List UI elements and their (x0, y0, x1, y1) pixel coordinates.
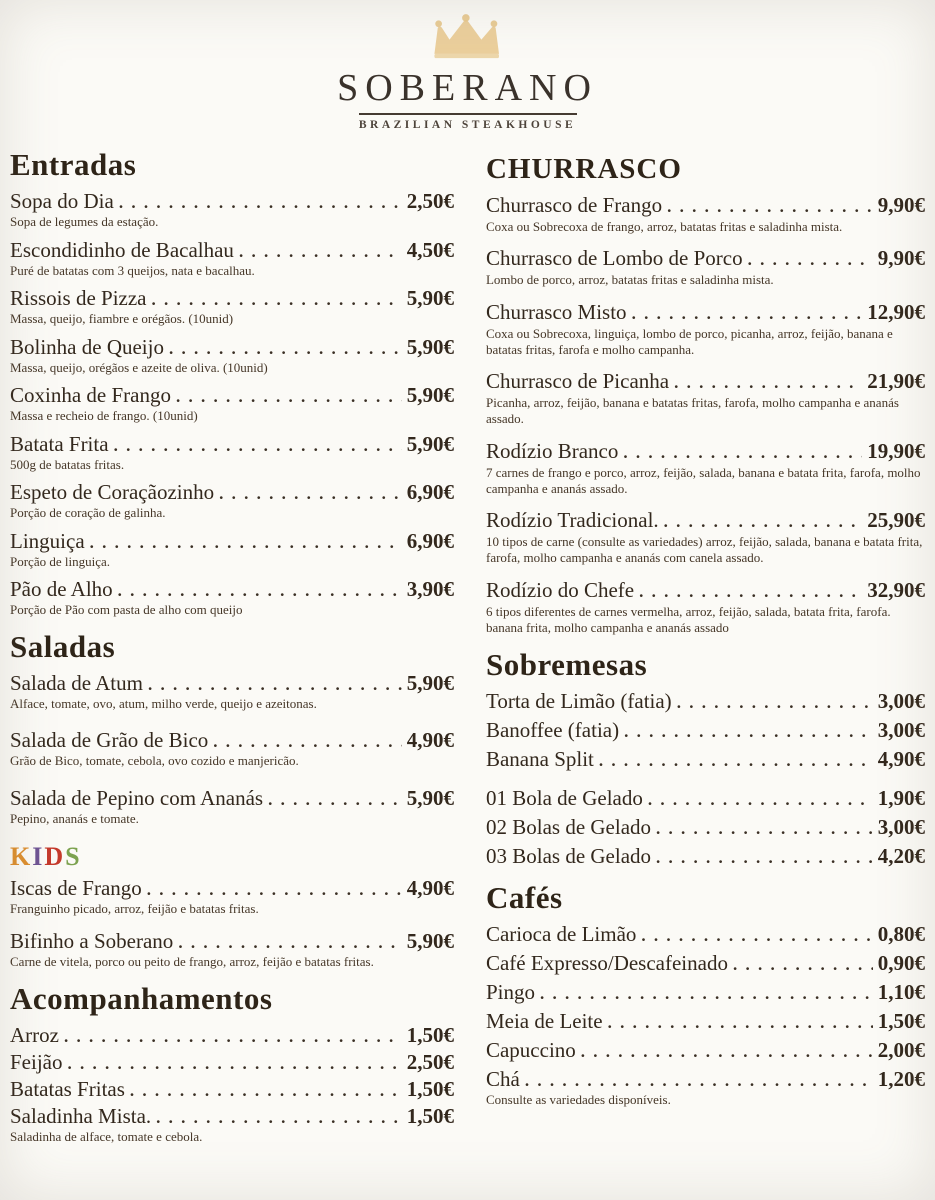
item-name: Rissois de Pizza (10, 286, 147, 311)
item-name: Escondidinho de Bacalhau (10, 237, 234, 262)
dot-leader (169, 339, 402, 359)
section-title-kids (10, 841, 454, 871)
dot-leader (733, 955, 873, 975)
item-price: 5,90€ (406, 786, 454, 811)
brand-divider (359, 113, 577, 115)
dot-leader (608, 1013, 873, 1033)
item-name: 03 Bolas de Gelado (485, 844, 652, 868)
menu-item (10, 728, 454, 769)
item-name: Carioca de Limão (485, 922, 637, 946)
menu-item (10, 432, 454, 473)
menu-item-row (10, 286, 454, 311)
menu-item-row (10, 529, 454, 554)
item-name: Torta de Limão (fatia) (485, 689, 672, 713)
item-price: 3,90€ (406, 577, 454, 602)
menu-item (486, 844, 925, 869)
item-description: 10 tipos de carne (consulte as variedades) arroz, feijão, salada, banana e batata frita, farofa, molho campanha e ananás com canela assado. (485, 534, 923, 566)
item-name: Espeto de Coraçãozinho (10, 480, 215, 505)
dot-leader (219, 484, 402, 504)
menu-item-row (10, 577, 454, 602)
section-entradas (10, 149, 454, 618)
item-description: Coxa ou Sobrecoxa de frango, arroz, batatas fritas e saladinha mista. (485, 219, 843, 234)
item-price: 3,00€ (877, 689, 925, 713)
item-price: 0,90€ (877, 951, 925, 975)
item-price: 2,50€ (406, 189, 454, 213)
menu-item (486, 1067, 925, 1108)
item-name: Churrasco Misto (485, 299, 627, 324)
dot-leader (156, 1108, 402, 1128)
dot-leader (581, 1042, 873, 1062)
menu-item (10, 335, 454, 376)
item-price: 5,90€ (406, 286, 454, 311)
dot-leader (667, 197, 873, 217)
dot-leader (674, 373, 862, 393)
menu-item-row (486, 369, 925, 394)
menu-item (10, 929, 454, 970)
dot-leader (656, 848, 873, 868)
item-name: Iscas de Frango (10, 875, 142, 900)
item-price: 2,50€ (406, 1049, 454, 1074)
item-name: Batatas Fritas (10, 1076, 125, 1101)
menu-item (486, 786, 925, 811)
item-price: 25,90€ (867, 508, 925, 532)
section-title-acompanhamentos: Acompanhamentos (10, 980, 273, 1016)
item-name: Chá (485, 1067, 520, 1091)
crown-icon (10, 12, 925, 69)
menu-item (486, 689, 925, 714)
section-cafes (486, 882, 925, 1108)
item-description: Pepino, ananás e tomate. (10, 811, 139, 827)
menu-item-row (10, 335, 454, 360)
dot-leader (64, 1027, 402, 1047)
section-sobremesas (486, 649, 925, 869)
menu-item-row (486, 815, 925, 840)
menu-item (10, 189, 454, 230)
menu-item (486, 1038, 925, 1063)
item-name: Salada de Atum (10, 670, 143, 695)
item-description: 6 tipos diferentes de carnes vermelha, arroz, feijão, salada, batata frita, farofa. banana frita, molho campanha e ananás assado (485, 603, 891, 635)
item-description: Carne de vitela, porco ou peito de frango, arroz, feijão e batatas fritas. (10, 954, 374, 970)
menu-item (486, 815, 925, 840)
menu-item-row (486, 786, 925, 811)
item-name: Salada de Pepino com Ananás (10, 786, 264, 811)
item-price: 3,00€ (877, 718, 925, 742)
dot-leader (148, 675, 402, 695)
dot-leader (152, 290, 402, 310)
item-name: Churrasco de Picanha (485, 369, 670, 393)
item-price: 1,50€ (406, 1022, 454, 1047)
dot-leader (748, 250, 873, 270)
menu-item-row (486, 1009, 925, 1034)
dot-leader (239, 242, 402, 262)
menu-item-row (10, 238, 454, 263)
dot-leader (90, 533, 402, 553)
item-name: Saladinha Mista. (10, 1103, 152, 1128)
item-price: 1,90€ (877, 786, 925, 810)
menu-item-row (10, 1077, 454, 1102)
item-name: Salada de Grão de Bico (10, 728, 209, 753)
brand-name: SOBERANO (337, 67, 598, 109)
item-price: 6,90€ (406, 480, 454, 505)
menu-item-row (10, 786, 454, 811)
item-price: 1,50€ (877, 1009, 925, 1033)
item-price: 4,90€ (406, 728, 454, 753)
kids-letter: S (65, 841, 82, 871)
item-name: 01 Bola de Gelado (485, 786, 643, 810)
dot-leader (68, 1054, 402, 1074)
dot-leader (114, 436, 402, 456)
section-title-sobremesas: Sobremesas (485, 647, 648, 682)
item-price: 12,90€ (867, 299, 925, 324)
item-price: 5,90€ (406, 383, 454, 408)
item-price: 4,50€ (406, 237, 454, 262)
menu-item-row (10, 1104, 454, 1129)
dot-leader (664, 512, 863, 532)
menu-item (10, 786, 454, 827)
item-price: 4,20€ (877, 844, 925, 868)
menu-item-row (10, 383, 454, 408)
menu-item (10, 286, 454, 327)
item-name: Rodízio do Chefe (485, 577, 635, 602)
menu-item (486, 246, 925, 288)
item-name: Bolinha de Queijo (10, 334, 164, 359)
menu-item (486, 747, 925, 772)
item-name: Rodízio Tradicional. (485, 508, 659, 532)
dot-leader (118, 581, 402, 601)
menu-item-row (486, 1038, 925, 1063)
item-price: 19,90€ (867, 438, 925, 463)
menu-item-row (486, 508, 925, 533)
kids-letter: K (10, 841, 33, 871)
menu-item (10, 1077, 454, 1102)
dot-leader (656, 819, 873, 839)
dot-leader (268, 790, 402, 810)
menu-item (10, 1050, 454, 1075)
item-description: Saladinha de alface, tomate e cebola. (10, 1128, 203, 1144)
item-price: 5,90€ (406, 334, 454, 359)
dot-leader (632, 304, 863, 324)
menu-column-right (486, 145, 925, 1157)
menu-item (486, 369, 925, 428)
item-description: Consulte as variedades disponíveis. (485, 1092, 671, 1107)
item-name: Café Expresso/Descafeinado (485, 951, 728, 975)
dot-leader (130, 1081, 402, 1101)
menu-item (10, 876, 454, 917)
menu-columns (10, 145, 925, 1157)
section-title-entradas: Entradas (10, 147, 137, 182)
item-name: Churrasco de Frango (485, 193, 663, 217)
dot-leader (147, 880, 402, 900)
section-saladas (10, 628, 454, 827)
item-name: Pão de Alho (10, 577, 113, 602)
item-name: Pingo (485, 980, 535, 1004)
dot-leader (213, 732, 401, 752)
dot-leader (639, 582, 862, 602)
item-name: Arroz (10, 1022, 59, 1047)
menu-item (486, 300, 925, 359)
item-name: Bifinho a Soberano (10, 929, 174, 954)
dot-leader (119, 193, 402, 213)
item-description: Lombo de porco, arroz, batatas fritas e saladinha mista. (485, 272, 774, 288)
item-price: 2,00€ (877, 1038, 925, 1062)
dot-leader (178, 933, 401, 953)
menu-item-row (10, 189, 454, 214)
item-price: 5,90€ (406, 670, 454, 695)
menu-item (486, 980, 925, 1005)
item-name: Sopa do Dia (10, 189, 114, 213)
menu-item (486, 439, 925, 498)
item-description: Sopa de legumes da estação. (10, 214, 159, 229)
item-price: 3,00€ (877, 815, 925, 839)
menu-item (10, 480, 454, 521)
item-description: 500g de batatas fritas. (10, 456, 125, 472)
menu-column-left (10, 145, 454, 1157)
item-price: 1,50€ (406, 1076, 454, 1101)
item-price: 0,80€ (877, 922, 925, 946)
menu-item (10, 1023, 454, 1048)
menu-item-row (486, 689, 925, 714)
item-price: 1,20€ (877, 1067, 925, 1091)
brand-tagline: BRAZILIAN STEAKHOUSE (358, 119, 577, 131)
item-description: Massa, queijo, fiambre e orégãos. (10unid) (10, 311, 234, 327)
menu-item-row (486, 578, 925, 603)
item-description: Alface, tomate, ovo, atum, milho verde, queijo e azeitonas. (10, 695, 317, 711)
item-price: 4,90€ (877, 747, 925, 771)
menu-item (486, 922, 925, 947)
menu-item (486, 718, 925, 743)
menu-item-row (10, 432, 454, 457)
dot-leader (540, 984, 873, 1004)
menu-item (10, 577, 454, 618)
menu-item-row (486, 980, 925, 1005)
menu-item-row (486, 193, 925, 218)
item-description: Franguinho picado, arroz, feijão e batatas fritas. (10, 900, 259, 916)
menu-item-row (486, 922, 925, 947)
menu-item-row (486, 300, 925, 325)
menu-item-row (10, 671, 454, 696)
item-name: Churrasco de Lombo de Porco (485, 246, 743, 271)
section-kids (10, 841, 454, 970)
menu-item (10, 383, 454, 424)
dot-leader (677, 693, 873, 713)
menu-item (486, 193, 925, 235)
dot-leader (624, 722, 873, 742)
item-name: Capuccino (485, 1038, 576, 1062)
item-name: Banoffee (fatia) (485, 718, 620, 742)
menu-item-row (486, 951, 925, 976)
item-name: 02 Bolas de Gelado (485, 815, 652, 839)
item-description: 7 carnes de frango e porco, arroz, feijão, salada, banana e batata frita, farofa, molho campanha e ananás assado. (485, 464, 921, 496)
kids-letter: D (44, 841, 66, 871)
menu-item (486, 578, 925, 637)
item-description: Porção de coração de galinha. (10, 505, 166, 521)
item-name: Batata Frita (10, 431, 109, 456)
menu-item (486, 951, 925, 976)
item-price: 5,90€ (406, 431, 454, 456)
item-description: Massa, queijo, orégãos e azeite de oliva. (10unid) (10, 359, 268, 375)
menu-item-row (486, 246, 925, 271)
menu-item-row (10, 728, 454, 753)
menu-item (10, 671, 454, 712)
dot-leader (623, 443, 862, 463)
item-price: 9,90€ (877, 193, 925, 217)
item-description: Porção de linguiça. (10, 553, 110, 569)
menu-item-row (10, 1023, 454, 1048)
section-churrasco (486, 155, 925, 636)
section-title-churrasco: CHURRASCO (485, 153, 682, 185)
section-acompanhamentos (10, 980, 454, 1145)
item-price: 6,90€ (406, 528, 454, 553)
item-description: Puré de batatas com 3 queijos, nata e bacalhau. (10, 262, 255, 278)
item-name: Coxinha de Frango (10, 383, 171, 408)
item-name: Linguiça (10, 528, 85, 553)
item-name: Banana Split (485, 747, 594, 771)
item-description: Coxa ou Sobrecoxa, linguiça, lombo de porco, picanha, arroz, feijão, banana e batatas fritas, farofa e molho campanha. (485, 325, 893, 357)
kids-letter: I (32, 841, 45, 871)
dot-leader (648, 790, 873, 810)
item-name: Feijão (10, 1049, 63, 1074)
item-price: 32,90€ (867, 577, 925, 602)
item-description: Massa e recheio de frango. (10unid) (10, 408, 198, 424)
menu-item (486, 1009, 925, 1034)
item-name: Meia de Leite (485, 1009, 603, 1033)
item-price: 1,50€ (406, 1103, 454, 1128)
item-description: Picanha, arroz, feijão, banana e batatas fritas, farofa, molho campanha e ananás assado. (485, 395, 899, 427)
menu-item (10, 238, 454, 279)
menu-item-row (10, 480, 454, 505)
item-name: Rodízio Branco (485, 438, 619, 463)
menu-item-row (10, 876, 454, 901)
item-description: Porção de Pão com pasta de alho com queijo (10, 602, 243, 618)
menu-item (486, 508, 925, 567)
item-price: 4,90€ (406, 875, 454, 900)
menu-item-row (486, 439, 925, 464)
section-title-saladas: Saladas (10, 628, 116, 664)
menu-item-row (486, 844, 925, 869)
menu-item-row (10, 929, 454, 954)
dot-leader (641, 926, 872, 946)
dot-leader (176, 387, 402, 407)
item-price: 21,90€ (867, 369, 925, 393)
brand-header (10, 12, 925, 131)
menu-item (10, 529, 454, 570)
section-title-cafes: Cafés (485, 880, 563, 915)
item-price: 9,90€ (877, 246, 925, 271)
menu-item-row (10, 1050, 454, 1075)
menu-item-row (486, 718, 925, 743)
dot-leader (525, 1071, 873, 1091)
dot-leader (599, 751, 873, 771)
item-price: 5,90€ (406, 929, 454, 954)
menu-item-row (486, 747, 925, 772)
menu-item (10, 1104, 454, 1145)
menu-item-row (486, 1067, 925, 1092)
item-description: Grão de Bico, tomate, cebola, ovo cozido e manjericão. (10, 753, 299, 769)
item-price: 1,10€ (877, 980, 925, 1004)
